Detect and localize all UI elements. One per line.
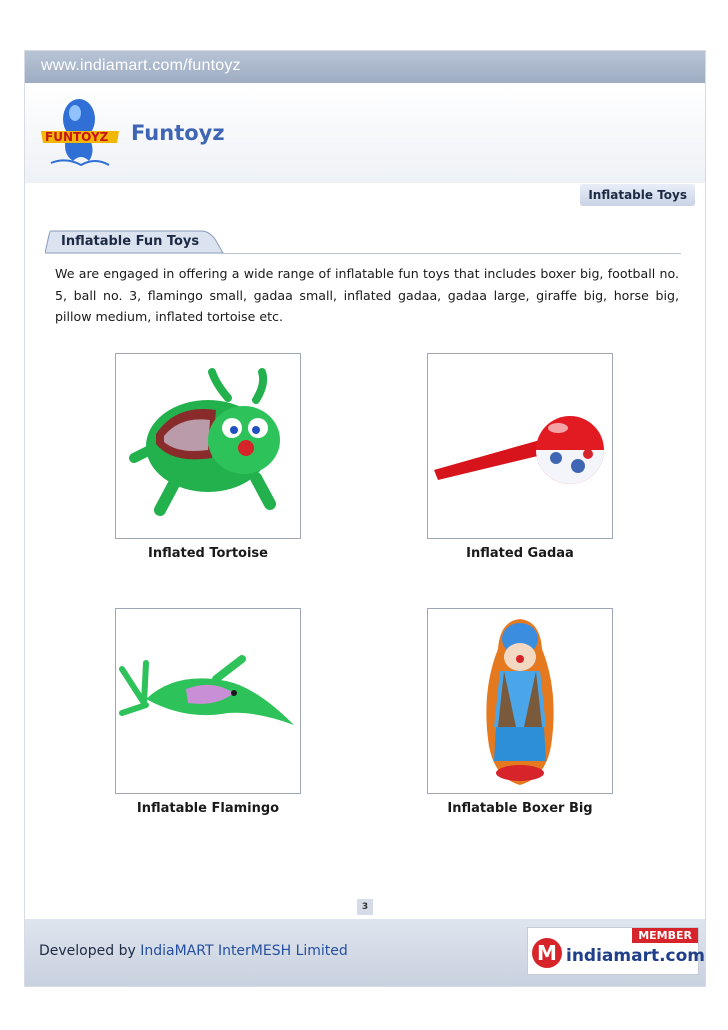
catalog-page	[24, 50, 706, 987]
funtoyz-logo	[31, 91, 131, 173]
section-description: We are engaged in offering a wide range of inflatable fun toys that includes boxer big, football no. 5, ball no. 3, flamingo small, gadaa small, inflated gadaa, gadaa large, giraffe big, horse big, pillow medium, inflated tortoise etc.	[55, 266, 679, 324]
svg-text:FUNTOYZ: FUNTOYZ	[45, 130, 109, 144]
product-name[interactable]: Inflated Tortoise	[147, 546, 268, 561]
product-image-boxer[interactable]	[427, 608, 613, 794]
product-image-tortoise[interactable]	[115, 353, 301, 539]
site-url[interactable]: www.indiamart.com/funtoyz	[41, 57, 241, 74]
brand-name: Funtoyz	[131, 121, 225, 145]
product-name[interactable]: Inflated Gadaa	[466, 546, 574, 561]
indiamart-wordmark: indiamart.com	[566, 946, 706, 966]
product-image-flamingo[interactable]	[115, 608, 301, 794]
footer	[25, 919, 705, 986]
category-tab[interactable]: Inflatable Toys	[580, 184, 695, 206]
product-image-gadaa[interactable]	[427, 353, 613, 539]
section-divider	[221, 253, 681, 254]
product-name[interactable]: Inflatable Boxer Big	[447, 801, 593, 816]
product-card[interactable]	[427, 353, 613, 561]
developer-link[interactable]: IndiaMART InterMESH Limited	[140, 943, 348, 959]
product-card[interactable]	[115, 353, 301, 561]
indiamart-logo-icon: M	[532, 938, 562, 968]
member-label: MEMBER	[632, 928, 698, 943]
product-card[interactable]	[427, 608, 613, 816]
indiamart-member-badge[interactable]	[527, 927, 706, 975]
section-title: Inflatable Fun Toys	[61, 234, 200, 249]
section-tab	[45, 229, 225, 255]
product-card[interactable]	[115, 608, 301, 816]
developed-by-text: Developed by IndiaMART InterMESH Limited	[39, 943, 348, 959]
page-number: 3	[357, 899, 373, 915]
brand-header	[25, 83, 705, 183]
product-name[interactable]: Inflatable Flamingo	[136, 801, 280, 816]
url-bar	[25, 51, 705, 83]
